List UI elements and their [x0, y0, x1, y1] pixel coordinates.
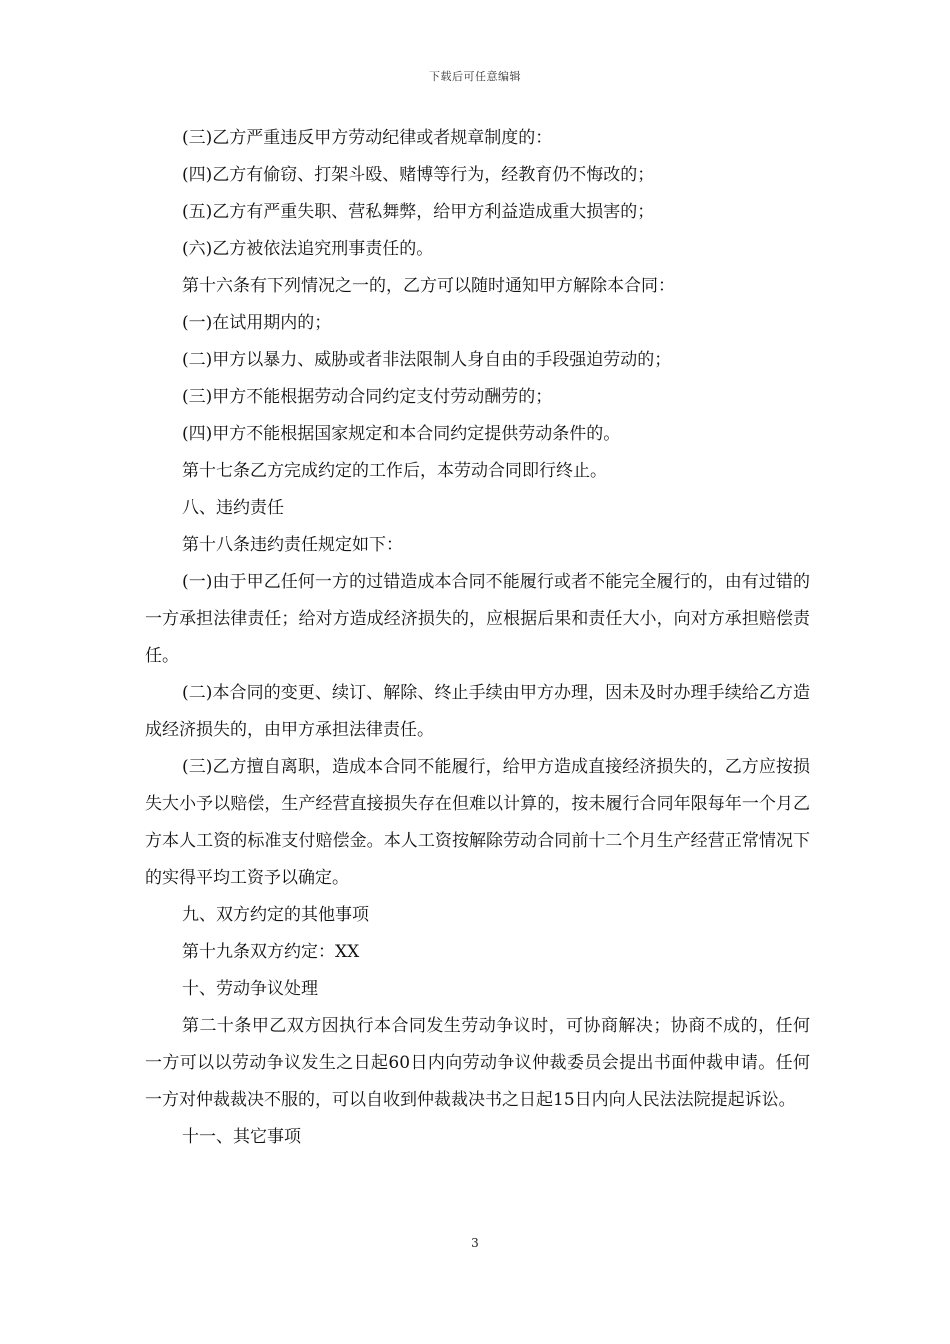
paragraph: (六)乙方被依法追究刑事责任的。	[182, 239, 434, 259]
paragraph: (二)本合同的变更、续订、解除、终止手续由甲方办理，因未及时办理手续给乙方造成经济损失的，由甲方承担法律责任。	[145, 683, 810, 740]
section-heading: 八、违约责任	[182, 498, 284, 518]
section-heading: 十、劳动争议处理	[182, 979, 318, 999]
page-number: 3	[471, 1236, 479, 1250]
paragraph: 第十七条乙方完成约定的工作后，本劳动合同即行终止。	[182, 461, 607, 481]
paragraph: (四)甲方不能根据国家规定和本合同约定提供劳动条件的。	[182, 424, 621, 444]
paragraph: (五)乙方有严重失职、营私舞弊，给甲方利益造成重大损害的；	[182, 202, 655, 222]
page-header: 下载后可任意编辑	[429, 70, 521, 83]
paragraph: 第十八条违约责任规定如下：	[182, 535, 403, 555]
paragraph: 第十九条双方约定：XX	[182, 942, 360, 962]
paragraph: (三)乙方严重违反甲方劳动纪律或者规章制度的：	[182, 128, 553, 148]
section-heading: 十一、其它事项	[182, 1127, 301, 1147]
paragraph: 第二十条甲乙双方因执行本合同发生劳动争议时，可协商解决；协商不成的，任何一方可以以劳动争议发生之日起60日内向劳动争议仲裁委员会提出书面仲裁申请。任何一方对仲裁裁决不服的，可以自收到仲裁裁决书之日起15日内向人民法法院提起诉讼。	[145, 1016, 810, 1110]
paragraph: (一)由于甲乙任何一方的过错造成本合同不能履行或者不能完全履行的，由有过错的一方承担法律责任；给对方造成经济损失的，应根据后果和责任大小，向对方承担赔偿责任。	[145, 572, 810, 666]
paragraph: (一)在试用期内的；	[182, 313, 332, 333]
paragraph: 第十六条有下列情况之一的，乙方可以随时通知甲方解除本合同：	[182, 276, 675, 296]
section-heading: 九、双方约定的其他事项	[182, 905, 369, 925]
paragraph: (三)乙方擅自离职，造成本合同不能履行，给甲方造成直接经济损失的，乙方应按损失大小予以赔偿，生产经营直接损失存在但难以计算的，按未履行合同年限每年一个月乙方本人工资的标准支付赔偿金。本人工资按解除劳动合同前十二个月生产经营正常情况下的实得平均工资予以确定。	[145, 757, 810, 888]
document-body	[145, 120, 810, 1156]
paragraph: (三)甲方不能根据劳动合同约定支付劳动酬劳的；	[182, 387, 553, 407]
paragraph: (四)乙方有偷窃、打架斗殴、赌博等行为，经教育仍不悔改的；	[182, 165, 655, 185]
paragraph: (二)甲方以暴力、威胁或者非法限制人身自由的手段强迫劳动的；	[182, 350, 672, 370]
